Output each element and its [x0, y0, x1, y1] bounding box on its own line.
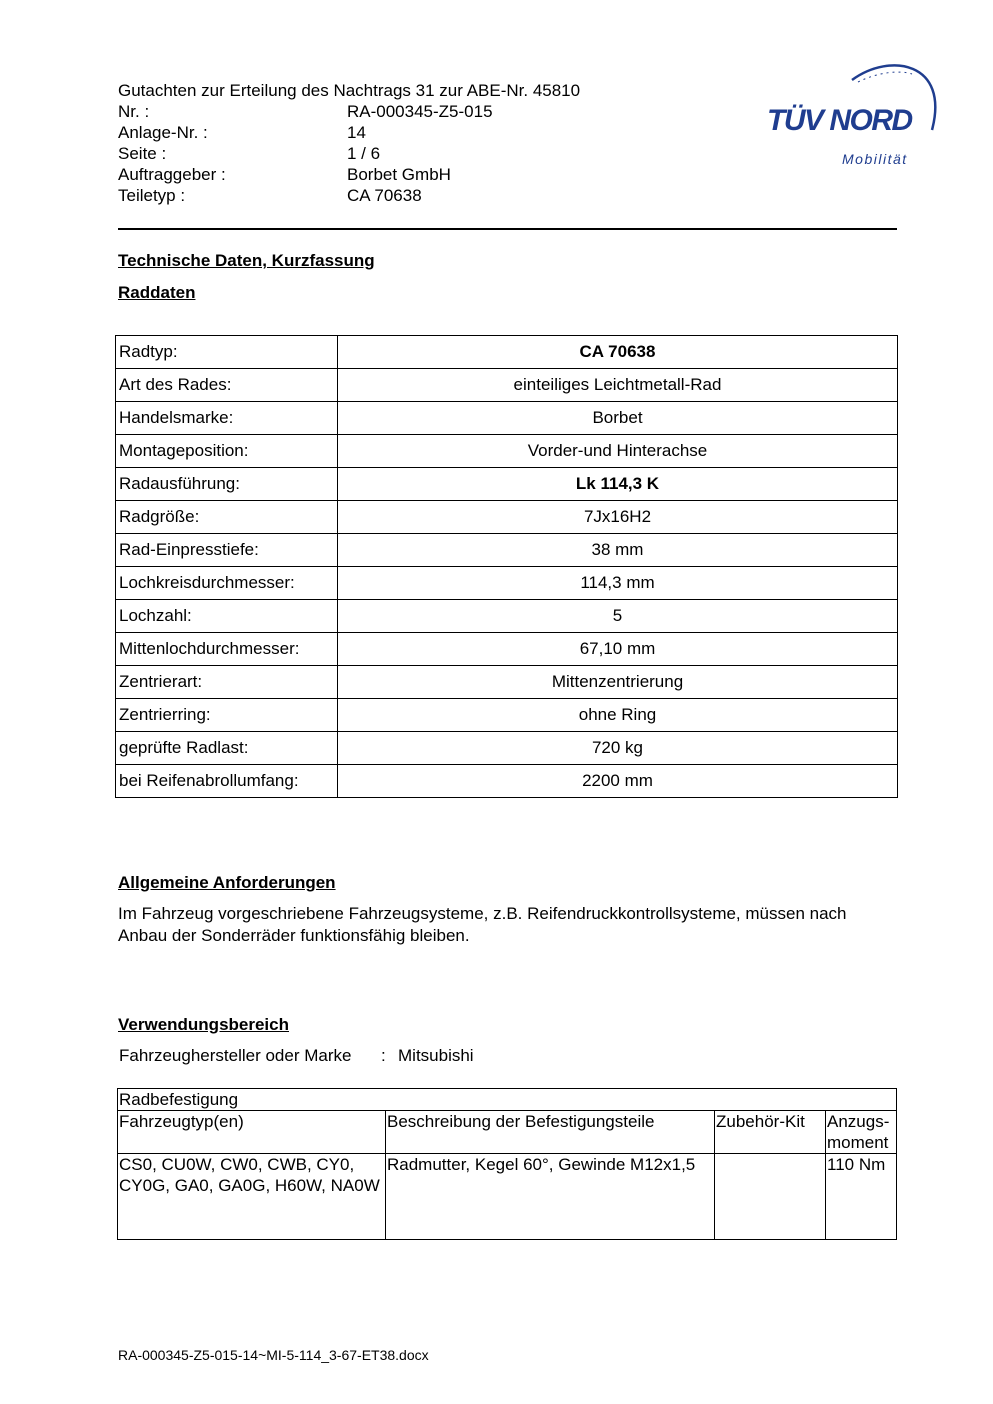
logo-subtitle: Mobilität — [842, 151, 908, 167]
row-label: Radgröße: — [116, 501, 338, 534]
row-label: Rad-Einpresstiefe: — [116, 534, 338, 567]
table-row — [116, 567, 898, 600]
row-label: Art des Rades: — [116, 369, 338, 402]
column-header: Beschreibung der Befestigungsteile — [386, 1111, 715, 1154]
manufacturer-value: Mitsubishi — [398, 1046, 474, 1065]
document-title: Gutachten zur Erteilung des Nachtrags 31 zur ABE-Nr. 45810 — [118, 81, 581, 100]
meta-label: Seite : — [118, 144, 167, 163]
table-row — [116, 369, 898, 402]
row-value: ohne Ring — [338, 699, 898, 732]
meta-value: 1 / 6 — [347, 144, 381, 163]
table-row — [116, 336, 898, 369]
row-label: Montageposition: — [116, 435, 338, 468]
table-row — [118, 1154, 897, 1240]
column-header — [826, 1111, 897, 1154]
row-value: Mittenzentrierung — [338, 666, 898, 699]
row-label: Lochkreisdurchmesser: — [116, 567, 338, 600]
row-label: Zentrierart: — [116, 666, 338, 699]
table-row — [116, 633, 898, 666]
row-value: 5 — [338, 600, 898, 633]
meta-value: RA-000345-Z5-015 — [347, 102, 493, 121]
column-header-text: Anzugs- moment — [827, 1112, 890, 1152]
table-cell — [715, 1154, 826, 1240]
row-value: Borbet — [338, 402, 898, 435]
row-value: 7Jx16H2 — [338, 501, 898, 534]
row-value: einteiliges Leichtmetall-Rad — [338, 369, 898, 402]
row-label: Radausführung: — [116, 468, 338, 501]
meta-row-seite — [118, 143, 580, 164]
section-heading-tech: Technische Daten, Kurzfassung — [118, 251, 375, 270]
meta-value: CA 70638 — [347, 186, 422, 205]
table-row — [116, 699, 898, 732]
table-row — [116, 534, 898, 567]
header-divider — [118, 228, 897, 230]
section-heading-verwendung: Verwendungsbereich — [118, 1015, 289, 1034]
table-row — [116, 435, 898, 468]
row-value: 2200 mm — [338, 765, 898, 798]
wheel-fixing-table — [117, 1088, 897, 1240]
row-value: 67,10 mm — [338, 633, 898, 666]
table-row — [116, 666, 898, 699]
section-heading-raddaten: Raddaten — [118, 283, 196, 302]
meta-row-nr — [118, 101, 580, 122]
row-value: Vorder-und Hinterachse — [338, 435, 898, 468]
manufacturer-line — [119, 1046, 474, 1066]
table-row — [116, 468, 898, 501]
row-label: geprüfte Radlast: — [116, 732, 338, 765]
table-cell: 110 Nm — [826, 1154, 897, 1240]
meta-label: Anlage-Nr. : — [118, 123, 208, 142]
row-value: 38 mm — [338, 534, 898, 567]
table-row — [116, 402, 898, 435]
requirements-paragraph: Im Fahrzeug vorgeschriebene Fahrzeugsysteme, z.B. Reifendruckkontrollsysteme, müssen nach Anbau der Sonderräder funktionsfähig bleiben. — [118, 904, 847, 945]
meta-value: Borbet GmbH — [347, 165, 451, 184]
meta-label: Teiletyp : — [118, 186, 186, 205]
row-value: CA 70638 — [338, 336, 898, 369]
meta-row-auftraggeber — [118, 164, 580, 185]
wheel-data-table — [115, 335, 898, 798]
column-header: Fahrzeugtyp(en) — [118, 1111, 386, 1154]
section-heading-allgemein: Allgemeine Anforderungen — [118, 873, 336, 892]
row-label: Zentrierring: — [116, 699, 338, 732]
table-caption-row — [118, 1089, 897, 1111]
row-label: Radtyp: — [116, 336, 338, 369]
manufacturer-separator: : — [381, 1046, 386, 1065]
document-header — [118, 80, 580, 206]
row-value: Lk 114,3 K — [338, 468, 898, 501]
table-row — [116, 732, 898, 765]
manufacturer-label: Fahrzeughersteller oder Marke — [119, 1046, 352, 1065]
table-header-row — [118, 1111, 897, 1154]
row-label: bei Reifenabrollumfang: — [116, 765, 338, 798]
table-cell: Radmutter, Kegel 60°, Gewinde M12x1,5 — [386, 1154, 715, 1240]
meta-row-anlage — [118, 122, 580, 143]
table-row — [116, 501, 898, 534]
meta-label: Auftraggeber : — [118, 165, 226, 184]
column-header: Zubehör-Kit — [715, 1111, 826, 1154]
row-value: 720 kg — [338, 732, 898, 765]
row-value: 114,3 mm — [338, 567, 898, 600]
tuv-nord-logo — [760, 52, 950, 172]
table-row — [116, 765, 898, 798]
row-label: Lochzahl: — [116, 600, 338, 633]
meta-row-teiletyp — [118, 185, 580, 206]
table-row — [116, 600, 898, 633]
logo-brand: TÜV NORD — [767, 104, 912, 137]
row-label: Mittenlochdurchmesser: — [116, 633, 338, 666]
table-cell: CS0, CU0W, CW0, CWB, CY0, CY0G, GA0, GA0G, H60W, NA0W — [118, 1154, 386, 1240]
meta-label: Nr. : — [118, 102, 150, 121]
row-label: Handelsmarke: — [116, 402, 338, 435]
meta-value: 14 — [347, 123, 366, 142]
document-footer: RA-000345-Z5-015-14~MI-5-114_3-67-ET38.docx — [118, 1347, 429, 1363]
table-caption: Radbefestigung — [118, 1089, 897, 1111]
